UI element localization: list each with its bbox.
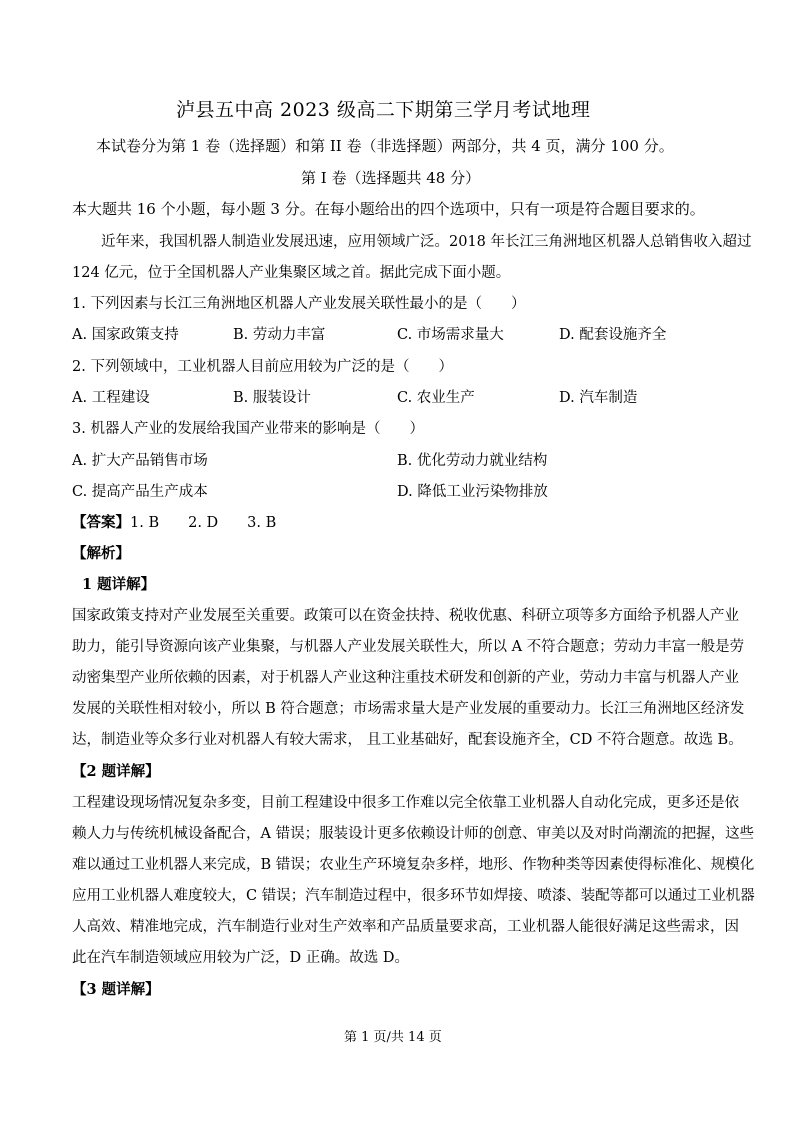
analysis-tag: 【解析】 (72, 545, 130, 562)
q1-detail-line: 助力，能引导资源向该产业集聚，与机器人产业发展关联性大，所以 A 不符合题意；劳动力丰富一般是劳 (72, 639, 745, 655)
q1-detail-line: 动密集型产业所依赖的因素，对于机器人产业这种注重技术研发和创新的产业，劳动力丰富与机器人产业 (72, 670, 739, 686)
q1-detail-tag: 1 题详解】 (82, 576, 156, 593)
passage-line-2: 124 亿元，位于全国机器人产业集聚区域之首。据此完成下面小题。 (72, 265, 511, 281)
q2-detail-line: 人高效、精准地完成，汽车制造行业对生产效率和产品质量要求高，工业机器人能很好满足这些需求，因 (72, 919, 739, 935)
question-2-option-c: C. 农业生产 (397, 390, 475, 406)
question-3-stem: 3. 机器人产业的发展给我国产业带来的影响是（ ） (72, 421, 424, 437)
page-footer: 第 1 页/共 14 页 (344, 1030, 442, 1045)
section-heading: 第 I 卷（选择题共 48 分） (301, 169, 481, 187)
q1-detail-line: 发展的关联性相对较小，所以 B 符合题意；市场需求量大是产业发展的重要动力。长江三角洲地区经济发 (72, 701, 745, 717)
q2-detail-line: 工程建设现场情况复杂多变，目前工程建设中很多工作难以完全依靠工业机器人自动化完成，更多还是依 (72, 795, 739, 811)
q2-detail-line: 难以通过工业机器人来完成，B 错误；农业生产环境复杂多样，地形、作物种类等因素使得标准化、规模化 (72, 857, 755, 873)
question-1-option-a: A. 国家政策支持 (72, 327, 179, 343)
question-1-option-d: D. 配套设施齐全 (559, 327, 667, 343)
answer-line (72, 513, 276, 533)
question-2-option-b: B. 服装设计 (233, 390, 311, 406)
q1-detail-line: 国家政策支持对产业发展至关重要。政策可以在资金扶持、税收优惠、科研立项等多方面给予机器人产业 (72, 608, 739, 624)
question-1-stem: 1. 下列因素与长江三角洲地区机器人产业发展关联性最小的是（ ） (72, 296, 526, 312)
q2-detail-line: 应用工业机器人难度较大，C 错误；汽车制造过程中，很多环节如焊接、喷漆、装配等都可以通过工业机器 (72, 888, 755, 904)
question-3-option-d: D. 降低工业污染物排放 (397, 484, 548, 500)
answer-text: 1. B 2. D 3. B (130, 515, 277, 531)
q2-detail-line: 赖人力与传统机械设备配合，A 错误；服装设计更多依赖设计师的创意、审美以及对时尚潮流的把握，这些 (72, 826, 755, 842)
q1-detail-line: 达，制造业等众多行业对机器人有较大需求， 且工业基础好，配套设施齐全，CD 不符合题意。故选 B。 (72, 732, 743, 748)
passage-line-1: 近年来，我国机器人制造业发展迅速，应用领域广泛。2018 年长江三角洲地区机器人总销售收入超过 (101, 234, 752, 250)
question-2-stem: 2. 下列领域中，工业机器人目前应用较为广泛的是（ ） (72, 359, 453, 375)
question-3-option-a: A. 扩大产品销售市场 (72, 453, 208, 469)
answer-tag: 【答案】 (72, 514, 130, 531)
question-3-option-b: B. 优化劳动力就业结构 (397, 453, 548, 469)
question-2-option-d: D. 汽车制造 (559, 390, 638, 406)
instruction: 本大题共 16 个小题，每小题 3 分。在每小题给出的四个选项中，只有一项是符合题目要求的。 (72, 200, 705, 218)
q2-detail-line: 此在汽车制造领域应用较为广泛，D 正确。故选 D。 (72, 950, 409, 966)
question-1-option-c: C. 市场需求量大 (397, 327, 504, 343)
exam-intro: 本试卷分为第 1 卷（选择题）和第 II 卷（非选择题）两部分，共 4 页，满分 100 分。 (96, 137, 674, 155)
question-2-option-a: A. 工程建设 (72, 390, 150, 406)
q2-detail-tag: 【2 题详解】 (72, 763, 160, 780)
q3-detail-tag: 【3 题详解】 (72, 981, 160, 998)
question-3-option-c: C. 提高产品生产成本 (72, 484, 208, 500)
question-1-option-b: B. 劳动力丰富 (233, 327, 326, 343)
page-title: 泸县五中高 2023 级高二下期第三学月考试地理 (176, 99, 591, 121)
